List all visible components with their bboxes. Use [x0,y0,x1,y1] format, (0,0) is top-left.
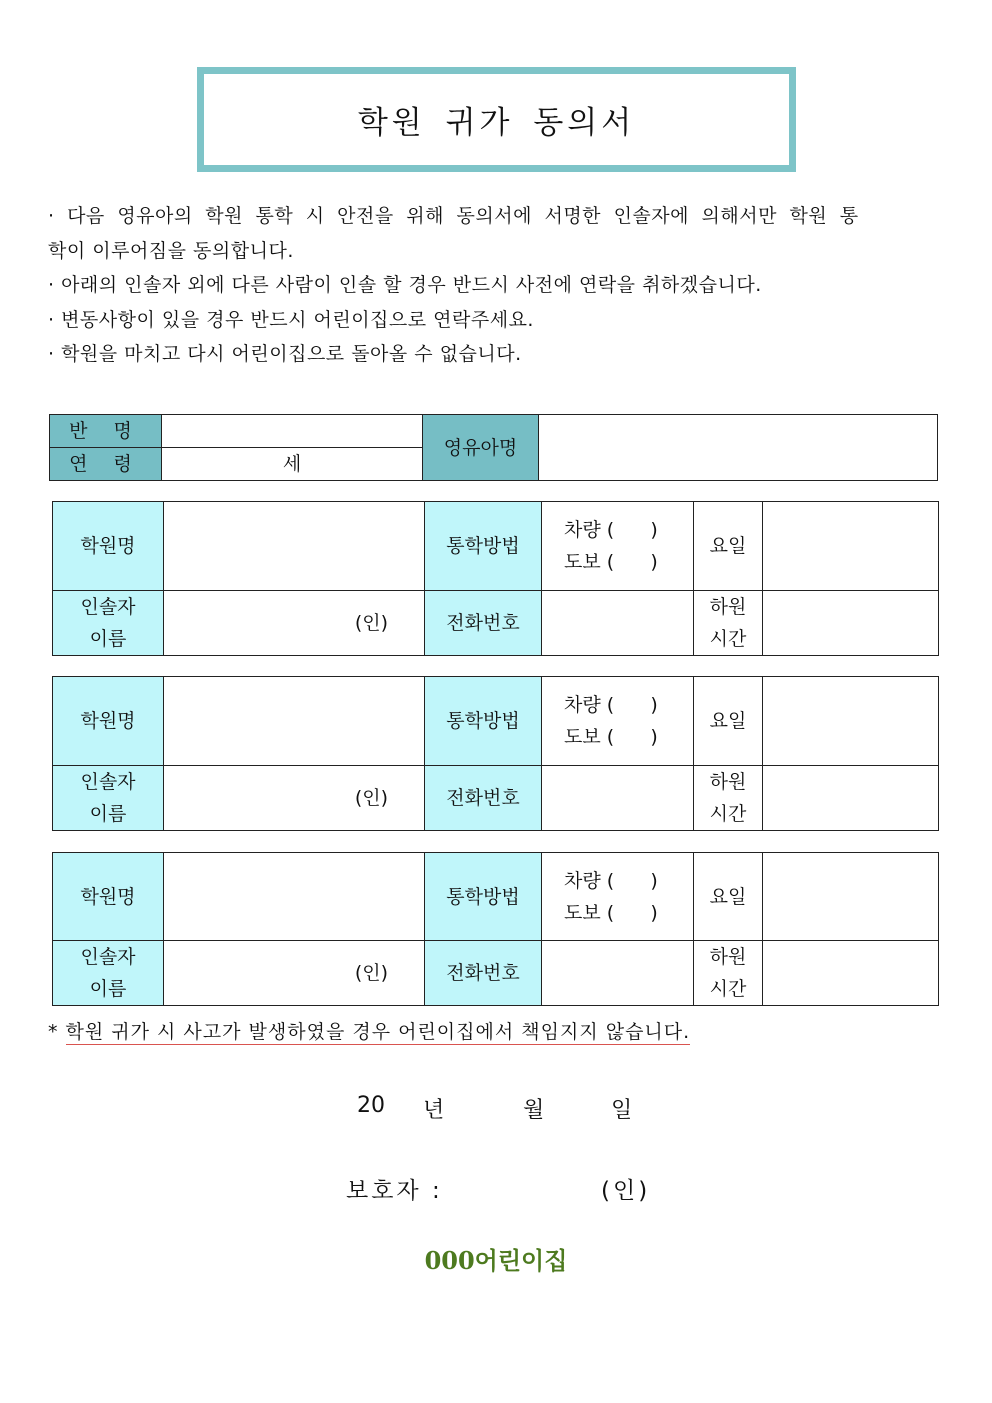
commute-method-label: 통학방법 [425,853,542,941]
age-field[interactable] [162,448,423,481]
disclaimer [48,1017,690,1044]
phone-field[interactable] [542,591,694,656]
academy-name-label: 학원명 [53,853,164,941]
day-field[interactable] [763,677,939,766]
academy-block [52,676,939,831]
disclaimer-text: 학원 귀가 시 사고가 발생하였을 경우 어린이집에서 책임지지 않습니다. [65,1021,691,1043]
note-line-2: 학이 이루어짐을 동의합니다. [48,239,294,262]
child-info-table [49,414,938,481]
class-field[interactable] [162,415,423,448]
seal-mark: (인) [354,612,388,634]
dismiss-time-field[interactable] [763,941,939,1006]
academy-name-label: 학원명 [53,502,164,591]
seal-mark: (인) [354,787,388,809]
year-prefix: 20 [357,1093,385,1118]
phone-label: 전화번호 [425,766,542,831]
title-box [197,67,796,172]
phone-label: 전화번호 [425,591,542,656]
class-label: 반 명 [50,415,162,448]
dismiss-time-field[interactable] [763,766,939,831]
phone-field[interactable] [542,766,694,831]
walk-option[interactable]: 도보 ( ) [564,726,658,748]
escort-name-field[interactable] [164,941,425,1006]
vehicle-option[interactable]: 차량 ( ) [564,694,658,716]
academy-name-label: 학원명 [53,677,164,766]
note-line-3: · 아래의 인솔자 외에 다른 사람이 인솔 할 경우 반드시 사전에 연락을 취하겠습니다. [48,274,762,296]
day-label-date: 일 [611,1098,633,1123]
dismiss-time-label: 하원 시간 [694,941,763,1006]
note-line-1: · 다음 영유아의 학원 통학 시 안전을 위해 동의서에 서명한 인솔자에 의해서만 학원 통 [48,205,859,227]
day-label: 요일 [694,502,763,591]
day-field[interactable] [763,853,939,941]
guardian-seal[interactable]: (인) [601,1178,651,1204]
escort-name-field[interactable] [164,766,425,831]
dismiss-time-label: 하원 시간 [694,591,763,656]
vehicle-option[interactable]: 차량 ( ) [564,519,658,541]
commute-method-field[interactable] [542,677,694,766]
age-unit: 세 [282,453,302,475]
day-label: 요일 [694,853,763,941]
commute-method-label: 통학방법 [425,502,542,591]
day-field[interactable] [763,502,939,591]
commute-method-field[interactable] [542,853,694,941]
dismiss-time-field[interactable] [763,591,939,656]
note-line-4: · 변동사항이 있을 경우 반드시 어린이집으로 연락주세요. [48,308,534,331]
age-label: 연 령 [50,448,162,481]
dismiss-time-label: 하원 시간 [694,766,763,831]
academy-name-field[interactable] [164,502,425,591]
escort-name-label: 인솔자 이름 [53,766,164,831]
academy-block [52,852,939,1006]
seal-mark: (인) [354,962,388,984]
phone-field[interactable] [542,941,694,1006]
disclaimer-mark: * [48,1021,59,1043]
year-label: 년 [423,1098,445,1123]
vehicle-option[interactable]: 차량 ( ) [564,869,658,892]
guardian-label: 보호자 : [346,1178,443,1204]
escort-name-label: 인솔자 이름 [53,941,164,1006]
walk-option[interactable]: 도보 ( ) [564,551,658,573]
escort-name-label: 인솔자 이름 [53,591,164,656]
academy-name-field[interactable] [164,853,425,941]
escort-name-field[interactable] [164,591,425,656]
commute-method-field[interactable] [542,502,694,591]
month-label: 월 [523,1098,545,1123]
commute-method-label: 통학방법 [425,677,542,766]
note-line-5: · 학원을 마치고 다시 어린이집으로 돌아올 수 없습니다. [48,343,522,365]
consent-notes [48,199,945,372]
child-name-label: 영유아명 [423,415,539,481]
academy-block [52,501,939,656]
academy-name-field[interactable] [164,677,425,766]
daycare-name: 000어린이집 [424,1246,568,1275]
walk-option[interactable]: 도보 ( ) [564,901,658,924]
phone-label: 전화번호 [425,941,542,1006]
document-title: 학원 귀가 동의서 [357,105,636,141]
child-name-field[interactable] [539,415,938,481]
day-label: 요일 [694,677,763,766]
